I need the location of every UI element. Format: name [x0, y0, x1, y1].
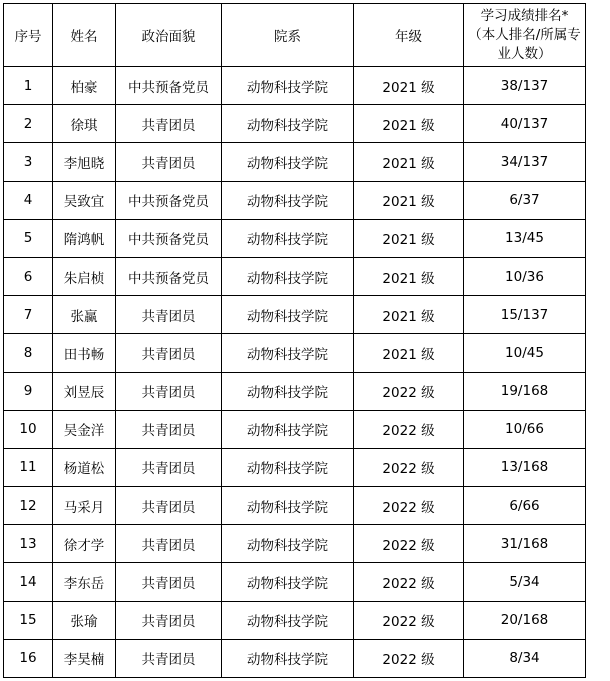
table-row: [4, 296, 586, 334]
cell-political-status: 共青团员: [116, 372, 222, 410]
table-row: [4, 257, 586, 295]
cell-grade: 2021 级: [354, 257, 464, 295]
cell-rank: 13/45: [464, 219, 586, 257]
cell-school: 动物科技学院: [222, 410, 354, 448]
cell-name: 张赢: [53, 296, 116, 334]
cell-grade: 2022 级: [354, 525, 464, 563]
cell-no: 5: [4, 219, 53, 257]
cell-school: 动物科技学院: [222, 105, 354, 143]
cell-school: 动物科技学院: [222, 639, 354, 677]
table-row: [4, 105, 586, 143]
cell-grade: 2021 级: [354, 219, 464, 257]
cell-grade: 2022 级: [354, 563, 464, 601]
cell-rank: 10/36: [464, 257, 586, 295]
cell-rank: 13/168: [464, 448, 586, 486]
cell-rank: 40/137: [464, 105, 586, 143]
cell-rank: 19/168: [464, 372, 586, 410]
cell-no: 6: [4, 257, 53, 295]
header-political-status: 政治面貌: [116, 4, 222, 67]
table-row: [4, 487, 586, 525]
cell-grade: 2021 级: [354, 143, 464, 181]
cell-school: 动物科技学院: [222, 563, 354, 601]
cell-rank: 8/34: [464, 639, 586, 677]
cell-political-status: 中共预备党员: [116, 67, 222, 105]
cell-no: 7: [4, 296, 53, 334]
cell-school: 动物科技学院: [222, 181, 354, 219]
table-row: [4, 181, 586, 219]
cell-political-status: 中共预备党员: [116, 181, 222, 219]
cell-grade: 2022 级: [354, 448, 464, 486]
cell-rank: 38/137: [464, 67, 586, 105]
cell-school: 动物科技学院: [222, 219, 354, 257]
cell-school: 动物科技学院: [222, 601, 354, 639]
header-grade: 年级: [354, 4, 464, 67]
cell-grade: 2021 级: [354, 334, 464, 372]
cell-rank: 6/37: [464, 181, 586, 219]
header-row: [4, 4, 586, 67]
table-row: [4, 601, 586, 639]
cell-name: 柏豪: [53, 67, 116, 105]
cell-rank: 6/66: [464, 487, 586, 525]
cell-rank: 20/168: [464, 601, 586, 639]
table-row: [4, 372, 586, 410]
cell-school: 动物科技学院: [222, 296, 354, 334]
cell-name: 田书畅: [53, 334, 116, 372]
cell-name: 吴致宜: [53, 181, 116, 219]
student-ranking-table: [3, 3, 586, 678]
cell-rank: 5/34: [464, 563, 586, 601]
cell-no: 12: [4, 487, 53, 525]
table-row: [4, 219, 586, 257]
cell-no: 10: [4, 410, 53, 448]
cell-no: 3: [4, 143, 53, 181]
cell-school: 动物科技学院: [222, 67, 354, 105]
cell-political-status: 共青团员: [116, 639, 222, 677]
cell-school: 动物科技学院: [222, 525, 354, 563]
cell-rank: 15/137: [464, 296, 586, 334]
cell-political-status: 共青团员: [116, 487, 222, 525]
cell-name: 李昊楠: [53, 639, 116, 677]
cell-name: 李东岳: [53, 563, 116, 601]
header-no: 序号: [4, 4, 53, 67]
table-row: [4, 448, 586, 486]
table-row: [4, 334, 586, 372]
cell-no: 11: [4, 448, 53, 486]
cell-name: 马采月: [53, 487, 116, 525]
header-rank: 学习成绩排名*（本人排名/所属专业人数）: [464, 4, 586, 67]
cell-name: 张瑜: [53, 601, 116, 639]
cell-grade: 2022 级: [354, 487, 464, 525]
cell-political-status: 中共预备党员: [116, 219, 222, 257]
cell-name: 朱启桢: [53, 257, 116, 295]
cell-name: 徐才学: [53, 525, 116, 563]
cell-grade: 2021 级: [354, 181, 464, 219]
cell-no: 4: [4, 181, 53, 219]
table-row: [4, 639, 586, 677]
cell-grade: 2021 级: [354, 296, 464, 334]
table-row: [4, 67, 586, 105]
cell-school: 动物科技学院: [222, 448, 354, 486]
cell-political-status: 共青团员: [116, 563, 222, 601]
table-row: [4, 563, 586, 601]
cell-rank: 10/45: [464, 334, 586, 372]
cell-name: 吴金洋: [53, 410, 116, 448]
header-school: 院系: [222, 4, 354, 67]
cell-name: 隋鸿帆: [53, 219, 116, 257]
cell-rank: 34/137: [464, 143, 586, 181]
table-row: [4, 525, 586, 563]
cell-no: 9: [4, 372, 53, 410]
cell-no: 15: [4, 601, 53, 639]
table-row: [4, 410, 586, 448]
cell-no: 8: [4, 334, 53, 372]
cell-rank: 10/66: [464, 410, 586, 448]
cell-grade: 2022 级: [354, 410, 464, 448]
cell-rank: 31/168: [464, 525, 586, 563]
cell-political-status: 共青团员: [116, 410, 222, 448]
cell-name: 杨道松: [53, 448, 116, 486]
cell-name: 徐琪: [53, 105, 116, 143]
cell-political-status: 共青团员: [116, 601, 222, 639]
cell-political-status: 共青团员: [116, 334, 222, 372]
cell-grade: 2021 级: [354, 105, 464, 143]
table-header: [4, 4, 586, 67]
cell-political-status: 共青团员: [116, 448, 222, 486]
cell-political-status: 共青团员: [116, 296, 222, 334]
cell-no: 16: [4, 639, 53, 677]
cell-no: 2: [4, 105, 53, 143]
cell-grade: 2022 级: [354, 372, 464, 410]
cell-political-status: 共青团员: [116, 105, 222, 143]
cell-school: 动物科技学院: [222, 143, 354, 181]
cell-no: 14: [4, 563, 53, 601]
cell-no: 1: [4, 67, 53, 105]
cell-political-status: 中共预备党员: [116, 257, 222, 295]
header-name: 姓名: [53, 4, 116, 67]
cell-political-status: 共青团员: [116, 525, 222, 563]
cell-school: 动物科技学院: [222, 372, 354, 410]
cell-no: 13: [4, 525, 53, 563]
cell-political-status: 共青团员: [116, 143, 222, 181]
cell-grade: 2021 级: [354, 67, 464, 105]
cell-name: 李旭晓: [53, 143, 116, 181]
cell-school: 动物科技学院: [222, 257, 354, 295]
cell-school: 动物科技学院: [222, 487, 354, 525]
table-body: [4, 67, 586, 678]
table-row: [4, 143, 586, 181]
cell-school: 动物科技学院: [222, 334, 354, 372]
cell-grade: 2022 级: [354, 639, 464, 677]
cell-name: 刘昱辰: [53, 372, 116, 410]
cell-grade: 2022 级: [354, 601, 464, 639]
